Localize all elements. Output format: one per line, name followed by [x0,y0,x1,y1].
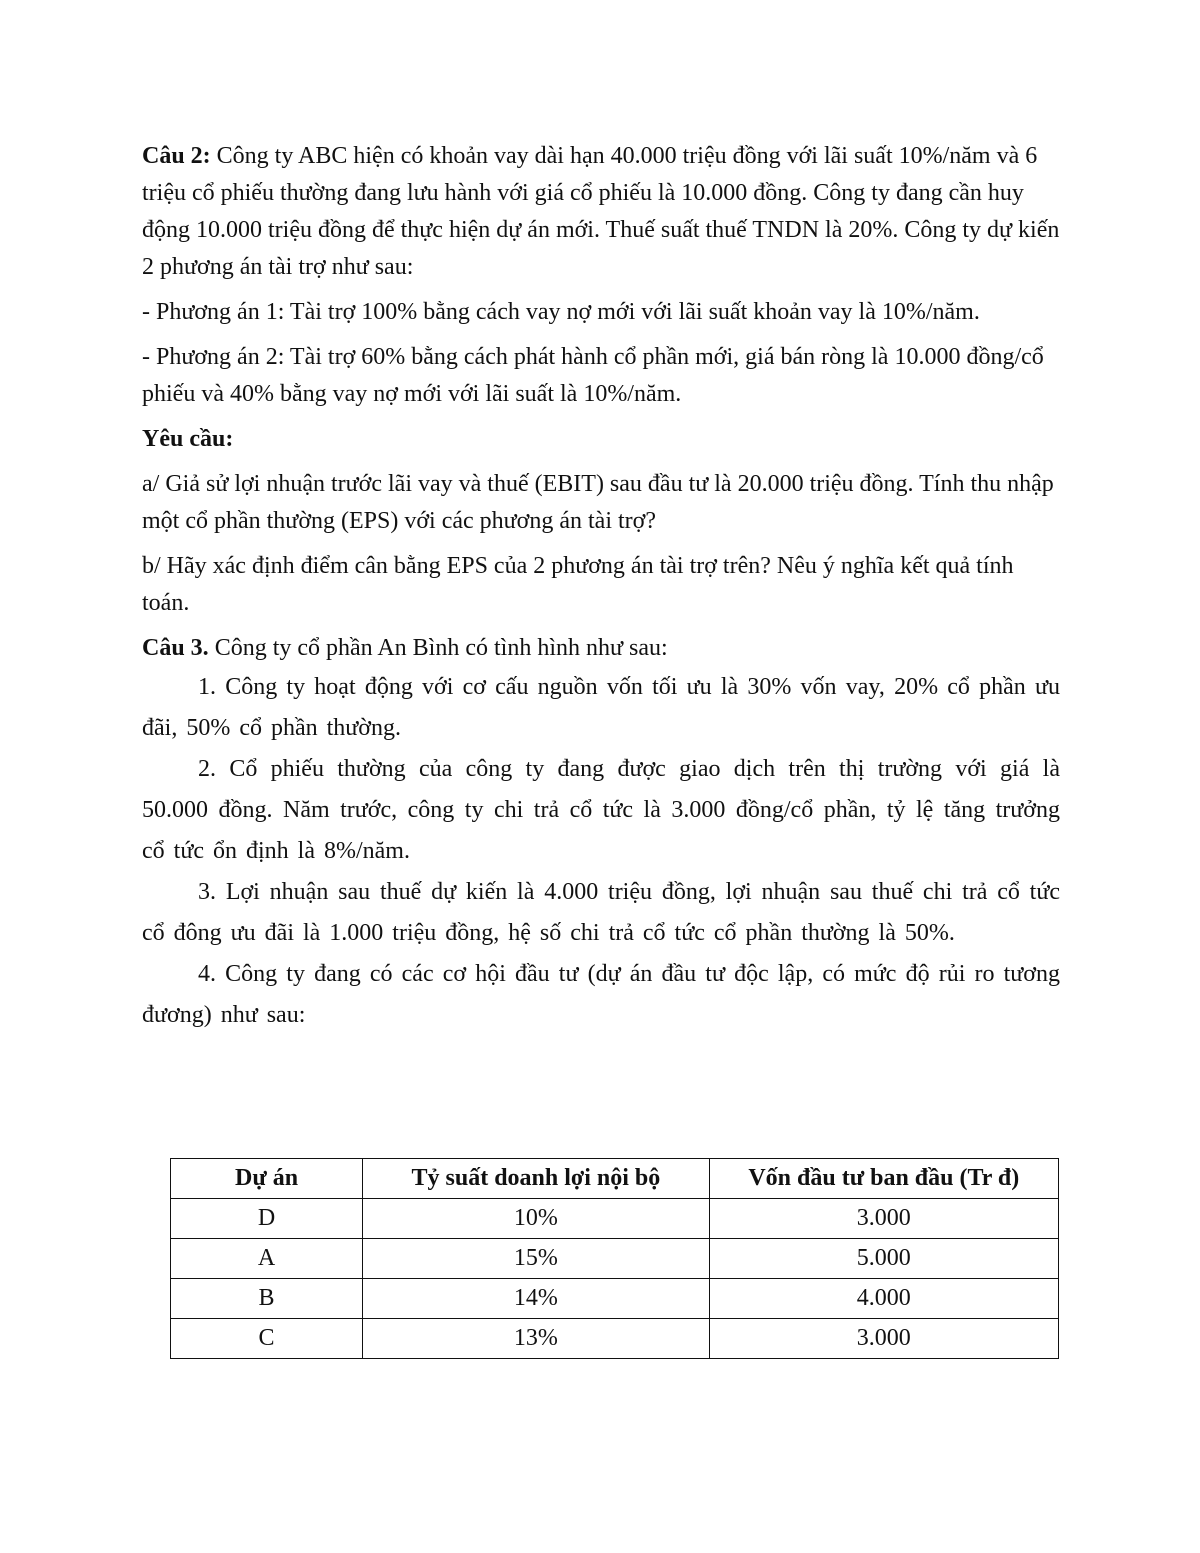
question-3-text: Công ty cổ phần An Bình có tình hình như sau: [208,635,668,661]
requirement-a: a/ Giả sử lợi nhuận trước lãi vay và thuế (EBIT) sau đầu tư là 20.000 triệu đồng. Tính thu nhập một cổ phần thường (EPS) với các phương án tài trợ? [142,471,1054,534]
document-page [142,138,1060,1036]
question-3-intro [142,630,1060,667]
table-row [171,1319,1059,1359]
irr-value: 14% [363,1279,709,1319]
requirement-heading [142,421,1060,458]
irr-value: 13% [363,1319,709,1359]
investment-value: 5.000 [709,1239,1058,1279]
question-3-item-2: 2. Cổ phiếu thường của công ty đang được giao dịch trên thị trường với giá là 50.000 đồng. Năm trước, công ty chi trả cổ tức là 3.000 đồng/cổ phần, tỷ lệ tăng trưởng cổ tức ổn định là 8%/năm. [142,756,1060,864]
project-table [170,1158,1059,1359]
header-irr: Tỷ suất doanh lợi nội bộ [363,1159,709,1199]
question-3-item-1: 1. Công ty hoạt động với cơ cấu nguồn vốn tối ưu là 30% vốn vay, 20% cổ phần ưu đãi, 50% cổ phần thường. [142,674,1060,741]
investment-value: 3.000 [709,1319,1058,1359]
question-3-item-3: 3. Lợi nhuận sau thuế dự kiến là 4.000 triệu đồng, lợi nhuận sau thuế chi trả cổ tức cổ đông ưu đãi là 1.000 triệu đồng, hệ số chi trả cổ tức cổ phần thường là 50%. [142,879,1060,946]
question-3-label: Câu 3. [142,635,209,661]
option-2: - Phương án 2: Tài trợ 60% bằng cách phát hành cổ phần mới, giá bán ròng là 10.000 đồng/cổ phiếu và 40% bằng vay nợ mới với lãi suất là 10%/năm. [142,344,1044,407]
irr-value: 15% [363,1239,709,1279]
project-name: D [171,1199,363,1239]
table-row [171,1279,1059,1319]
project-name: B [171,1279,363,1319]
question-2-intro [142,138,1060,286]
table-row [171,1199,1059,1239]
header-project: Dự án [171,1159,363,1199]
table-header-row [171,1159,1059,1199]
investment-value: 3.000 [709,1199,1058,1239]
investment-value: 4.000 [709,1279,1058,1319]
question-3-item-4: 4. Công ty đang có các cơ hội đầu tư (dự án đầu tư độc lập, có mức độ rủi ro tương đương) như sau: [142,961,1060,1028]
requirement-b: b/ Hãy xác định điểm cân bằng EPS của 2 phương án tài trợ trên? Nêu ý nghĩa kết quả tính toán. [142,553,1014,616]
question-2-label: Câu 2: [142,143,211,169]
project-name: A [171,1239,363,1279]
irr-value: 10% [363,1199,709,1239]
header-investment: Vốn đầu tư ban đầu (Tr đ) [709,1159,1058,1199]
question-2-text: Công ty ABC hiện có khoản vay dài hạn 40.000 triệu đồng với lãi suất 10%/năm và 6 triệu cổ phiếu thường đang lưu hành với giá cổ phiếu là 10.000 đồng. Công ty đang cần huy động 10.000 triệu đồng để thực hiện dự án mới. Thuế suất thuế TNDN là 20%. Công ty dự kiến 2 phương án tài trợ như sau: [142,143,1060,280]
requirement-label: Yêu cầu: [142,426,234,452]
table-row [171,1239,1059,1279]
option-1: - Phương án 1: Tài trợ 100% bằng cách vay nợ mới với lãi suất khoản vay là 10%/năm. [142,299,980,325]
project-name: C [171,1319,363,1359]
